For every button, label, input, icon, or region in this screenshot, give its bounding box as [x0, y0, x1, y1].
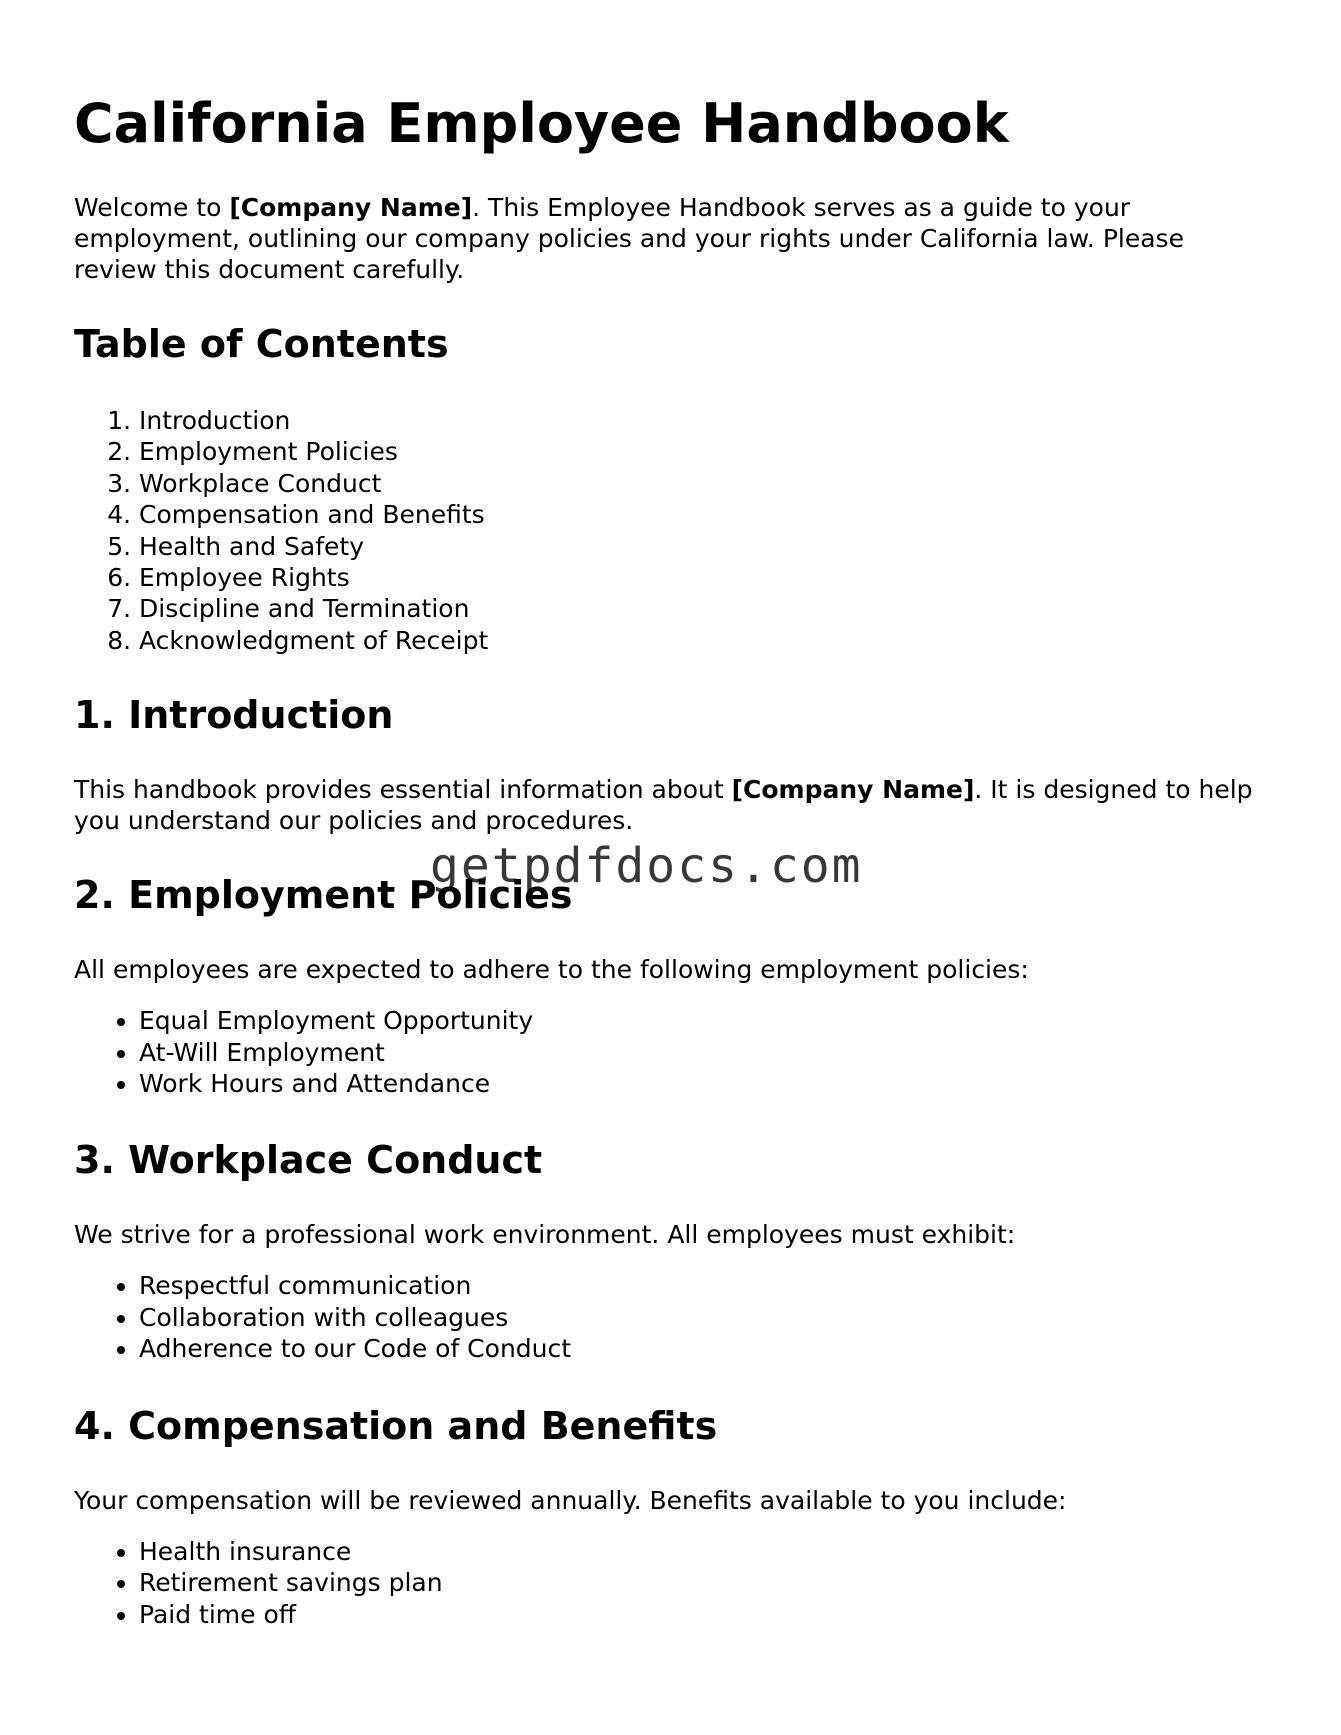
- section-introduction-heading: 1. Introduction: [74, 693, 394, 738]
- list-item: • Collaboration with colleagues: [139, 1302, 1274, 1333]
- toc-item: 7. Discipline and Termination: [139, 593, 1274, 624]
- company-name-placeholder: [Company Name]: [731, 775, 975, 805]
- list-item: • Equal Employment Opportunity: [139, 1005, 1274, 1036]
- compensation-benefits-list: [74, 1536, 1274, 1630]
- section-introduction-text-before: This handbook provides essential information about: [74, 775, 732, 805]
- page-title: California Employee Handbook: [74, 92, 1009, 155]
- section-introduction-text-after: . It is designed to help you understand our policies and procedures.: [74, 775, 1253, 836]
- section-compensation-benefits-paragraph: Your compensation will be reviewed annually. Benefits available to you include:: [74, 1485, 1067, 1515]
- toc-item: 6. Employee Rights: [139, 562, 1274, 593]
- section-compensation-benefits-heading: 4. Compensation and Benefits: [74, 1403, 718, 1448]
- list-item: • Work Hours and Attendance: [139, 1068, 1274, 1099]
- employment-policies-list: [74, 1005, 1274, 1099]
- company-name-placeholder: [Company Name]: [229, 193, 473, 222]
- toc-item: 1. Introduction: [139, 405, 1274, 436]
- toc-item: 8. Acknowledgment of Receipt: [139, 625, 1274, 656]
- toc-heading: Table of Contents: [74, 322, 449, 366]
- watermark: getpdfdocs.com: [430, 838, 863, 894]
- document-page: [74, 0, 1274, 1630]
- list-item: • Health insurance: [139, 1536, 1274, 1567]
- list-item: • Respectful communication: [139, 1270, 1274, 1301]
- list-item: • Paid time off: [139, 1599, 1274, 1630]
- list-item: • Adherence to our Code of Conduct: [139, 1333, 1274, 1364]
- intro-text-after: . This Employee Handbook serves as a guide to your employment, outlining our company policies and your rights under California law. Please review this document carefully.: [74, 193, 1184, 284]
- list-item: • Retirement savings plan: [139, 1567, 1274, 1598]
- toc-item: 3. Workplace Conduct: [139, 468, 1274, 499]
- toc-list: [74, 405, 1274, 656]
- section-workplace-conduct-heading: 3. Workplace Conduct: [74, 1138, 543, 1183]
- section-introduction-paragraph: [74, 774, 1274, 836]
- toc-item: 5. Health and Safety: [139, 531, 1274, 562]
- intro-paragraph: [74, 192, 1274, 285]
- workplace-conduct-list: [74, 1270, 1274, 1364]
- section-employment-policies-heading: 2. Employment Policies: [74, 873, 573, 918]
- section-employment-policies-paragraph: All employees are expected to adhere to the following employment policies:: [74, 955, 1029, 985]
- toc-item: 2. Employment Policies: [139, 436, 1274, 467]
- toc-item: 4. Compensation and Benefits: [139, 499, 1274, 530]
- intro-text-before: Welcome to: [74, 193, 230, 222]
- section-workplace-conduct-paragraph: We strive for a professional work environment. All employees must exhibit:: [74, 1220, 1016, 1250]
- list-item: • At-Will Employment: [139, 1037, 1274, 1068]
